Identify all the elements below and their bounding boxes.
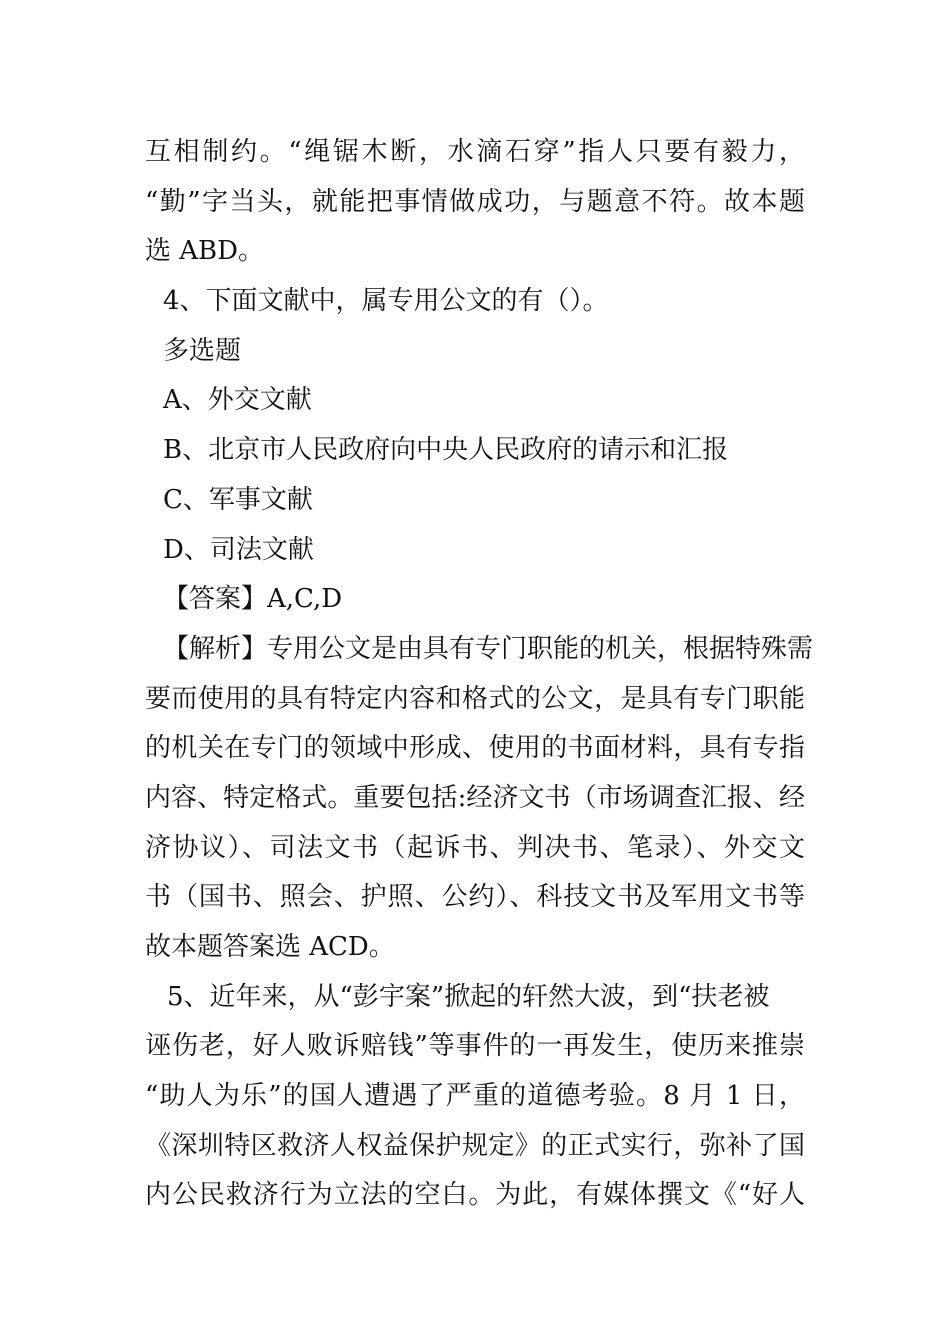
question-type-label: 多选题	[163, 335, 242, 366]
text-line: 诬伤老，好人败诉赔钱”等事件的一再发生，使历来推崇	[145, 1031, 805, 1062]
analysis-line: 【解析】专用公文是由具有专门职能的机关，根据特殊需	[163, 633, 814, 664]
text-line: “勤”字当头，就能把事情做成功，与题意不符。故本题	[145, 186, 805, 217]
text-line: 济协议）、司法文书（起诉书、判决书、笔录）、外交文	[145, 832, 805, 863]
answer-line: 【答案】A,C,D	[163, 584, 343, 615]
option-b: B、北京市人民政府向中央人民政府的请示和汇报	[163, 435, 729, 466]
text-line: “助人为乐”的国人遭遇了严重的道德考验。8 月 1 日，	[145, 1081, 805, 1112]
option-c: C、军事文献	[163, 484, 313, 515]
document-body	[145, 128, 814, 1221]
text-line: 要而使用的具有特定内容和格式的公文，是具有专门职能	[145, 683, 805, 714]
text-line: 的机关在专门的领域中形成、使用的书面材料，具有专指	[145, 733, 805, 764]
text-line: 内公民救济行为立法的空白。为此，有媒体撰文《“好人	[145, 1180, 805, 1211]
option-a: A、外交文献	[163, 385, 312, 416]
question-5-stem: 5、近年来，从“彭宇案”掀起的轩然大波，到“扶老被	[167, 981, 770, 1012]
question-4-stem: 4、下面文献中，属专用公文的有（）。	[163, 286, 609, 317]
text-line: 故本题答案选 ACD。	[145, 932, 395, 962]
option-d: D、司法文献	[163, 534, 314, 565]
text-line: 《深圳特区救济人权益保护规定》的正式实行，弥补了国	[145, 1130, 805, 1161]
text-line: 内容、特定格式。重要包括:经济文书（市场调查汇报、经	[145, 782, 805, 813]
text-line: 选 ABD。	[145, 236, 264, 267]
text-line: 书（国书、照会、护照、公约）、科技文书及军用文书等	[145, 882, 805, 913]
text-line: 互相制约。“绳锯木断，水滴石穿”指人只要有毅力，	[145, 137, 805, 167]
